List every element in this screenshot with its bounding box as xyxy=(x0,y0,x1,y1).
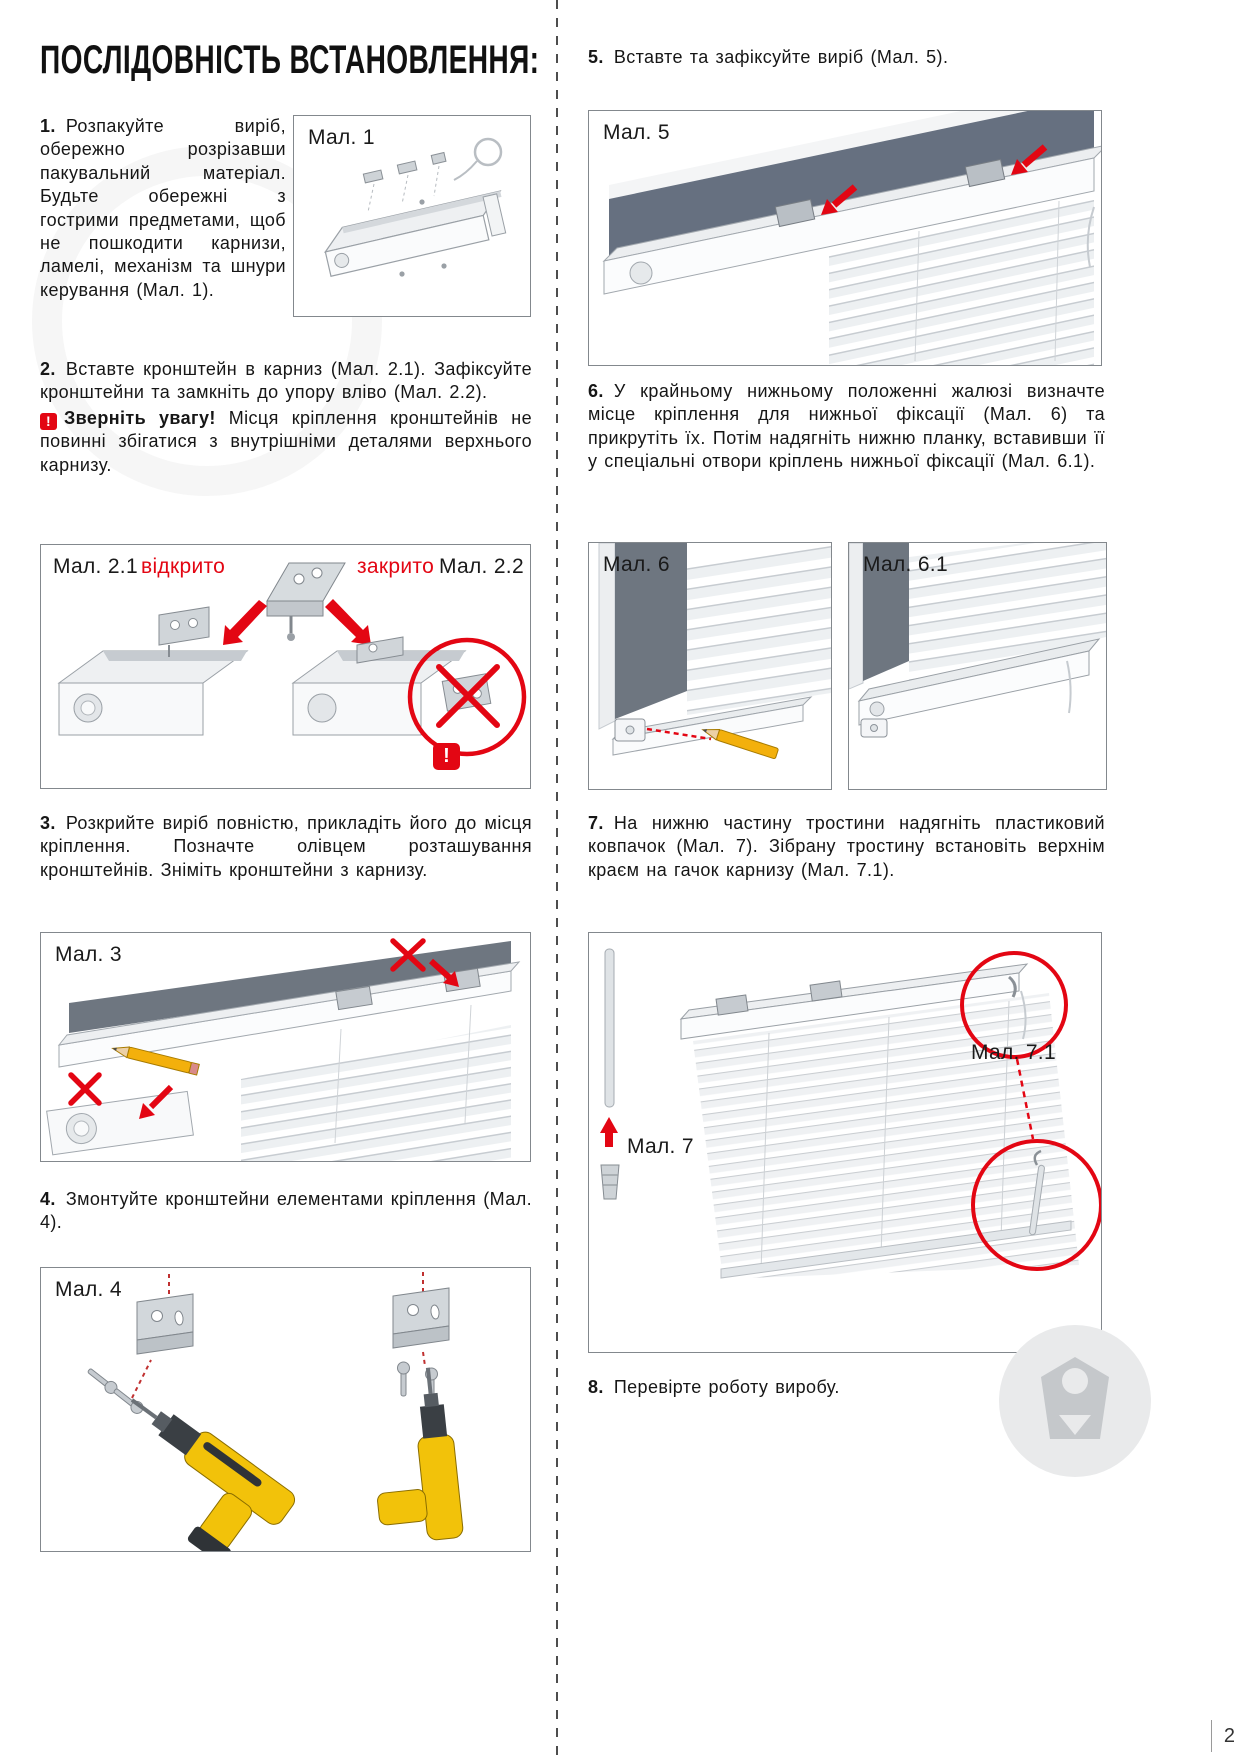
drill-left xyxy=(84,1385,298,1551)
step-2-warning xyxy=(40,407,532,477)
step-6-text xyxy=(588,380,1105,474)
slats-field xyxy=(241,1025,511,1161)
step-3-text xyxy=(40,812,532,882)
figure-1-label: Мал. 1 xyxy=(308,126,375,149)
step-4-number: 4. xyxy=(40,1189,56,1209)
control-cord xyxy=(475,139,501,165)
brand-watermark xyxy=(997,1323,1153,1479)
warning-title: Зверніть увагу! xyxy=(64,407,216,428)
red-arrow-left xyxy=(223,600,267,645)
cornice-rail xyxy=(321,191,510,276)
figure-7 xyxy=(588,932,1102,1353)
step-6-number: 6. xyxy=(588,381,604,401)
step-3-number: 3. xyxy=(40,813,56,833)
figure-4-label: Мал. 4 xyxy=(55,1278,122,1301)
cornice-closed xyxy=(293,637,465,735)
figure-2-2-label: Мал. 2.2 xyxy=(439,555,524,578)
drill-right xyxy=(364,1366,464,1546)
step-2-body: Вставте кронштейн в карниз (Мал. 2.1). Зафіксуйте кронштейни та замкніть до упору вліво (Мал. 2.2). xyxy=(40,359,532,403)
exclamation-badge: ! xyxy=(433,743,460,770)
step-3-body: Розкрийте виріб повністю, прикладіть його до місця кріплення. Позначте олівцем розташування кронштейнів. Зніміть кронштейни з карнизу. xyxy=(40,813,532,880)
red-x-left xyxy=(71,1075,99,1103)
step-8-number: 8. xyxy=(588,1377,604,1397)
figure-7-label: Мал. 7 xyxy=(627,1135,694,1158)
right-column xyxy=(588,30,1105,1730)
step-5-number: 5. xyxy=(588,47,604,67)
step-7-body: На нижню частину тростини надягніть пластиковий ковпачок (Мал. 7). Зібрану тростину встановіть верхнім краєм на гачок карнизу (Мал. 7.1). xyxy=(588,813,1105,880)
figure-2-closed-label: закрито xyxy=(357,555,435,578)
step-4-text xyxy=(40,1188,532,1235)
step-5-text xyxy=(588,46,1105,69)
figure-6-1-illustration xyxy=(849,543,1106,789)
step-2-number: 2. xyxy=(40,359,56,379)
figure-6-illustration xyxy=(589,543,831,789)
red-up-arrow xyxy=(600,1117,618,1147)
warning-body: Місця кріплення кронштейнів не повинні збігатися з внутрішніми деталями верхнього карнизу. xyxy=(40,407,533,475)
column-divider xyxy=(556,0,558,1760)
step-1-number: 1. xyxy=(40,116,56,136)
figure-7-1-label: Мал. 7.1 xyxy=(971,1041,1056,1064)
step-6-body: У крайньому нижньому положенні жалюзі визначте місце кріплення для нижньої фіксації (Мал. 6) та прикрутіть їх. Потім надягніть нижню планку, вставивши її у спеціальні отвори кріплень нижньої фіксації (Мал. 6.1). xyxy=(588,381,1105,472)
cornice-open xyxy=(59,651,247,735)
bracket-floating xyxy=(159,607,209,657)
figure-6-label: Мал. 6 xyxy=(603,553,670,576)
brand-watermark-icon xyxy=(997,1323,1153,1479)
bracket-a xyxy=(137,1294,193,1354)
fixation-bracket xyxy=(615,719,645,741)
figure-2-open-label: відкрито xyxy=(141,555,226,578)
step-8-body: Перевірте роботу виробу. xyxy=(613,1377,840,1397)
fixation-bracket xyxy=(861,719,887,737)
step-5-body: Вставте та зафіксуйте виріб (Мал. 5). xyxy=(613,47,949,67)
figure-3-label: Мал. 3 xyxy=(55,943,122,966)
step-1-body: Розпакуйте виріб, обережно розрізавши пакувальний матеріал. Будьте обережні з гострими предметами, щоб не пошкодити карнизи, ламелі, механізм та шнури керування (Мал. 1). xyxy=(40,116,286,300)
step-1-text xyxy=(40,115,286,302)
bottom-rail-end xyxy=(47,1091,194,1154)
step-7-number: 7. xyxy=(588,813,604,833)
page-title: ПОСЛІДОВНІСТЬ ВСТАНОВЛЕННЯ: xyxy=(40,38,540,83)
page-number: 2 xyxy=(1211,1720,1235,1752)
bracket-b xyxy=(393,1288,449,1348)
figure-1 xyxy=(293,115,531,317)
slats-field xyxy=(687,543,831,715)
step-4-body: Змонтуйте кронштейни елементами кріплення (Мал. 4). xyxy=(40,1189,532,1233)
figure-5 xyxy=(588,110,1102,366)
left-column xyxy=(40,30,540,1730)
figure-2 xyxy=(40,544,531,789)
mechanism-parts xyxy=(363,153,446,183)
step-7-text xyxy=(588,812,1105,882)
figure-2-1-label: Мал. 2.1 xyxy=(53,555,138,578)
figure-3 xyxy=(40,932,531,1162)
step-2-text xyxy=(40,358,532,477)
red-arrow-right xyxy=(325,599,371,645)
tilt-wand xyxy=(605,949,614,1107)
figure-3-illustration xyxy=(41,933,530,1161)
plastic-cap xyxy=(601,1165,619,1199)
figure-6 xyxy=(588,542,832,790)
figure-6-1 xyxy=(848,542,1107,790)
figure-5-label: Мал. 5 xyxy=(603,121,670,144)
warning-icon: ! xyxy=(40,413,57,430)
figure-5-illustration xyxy=(589,111,1101,365)
figure-4-illustration xyxy=(41,1268,530,1551)
figure-4 xyxy=(40,1267,531,1552)
figure-6-1-label: Мал. 6.1 xyxy=(863,553,948,576)
